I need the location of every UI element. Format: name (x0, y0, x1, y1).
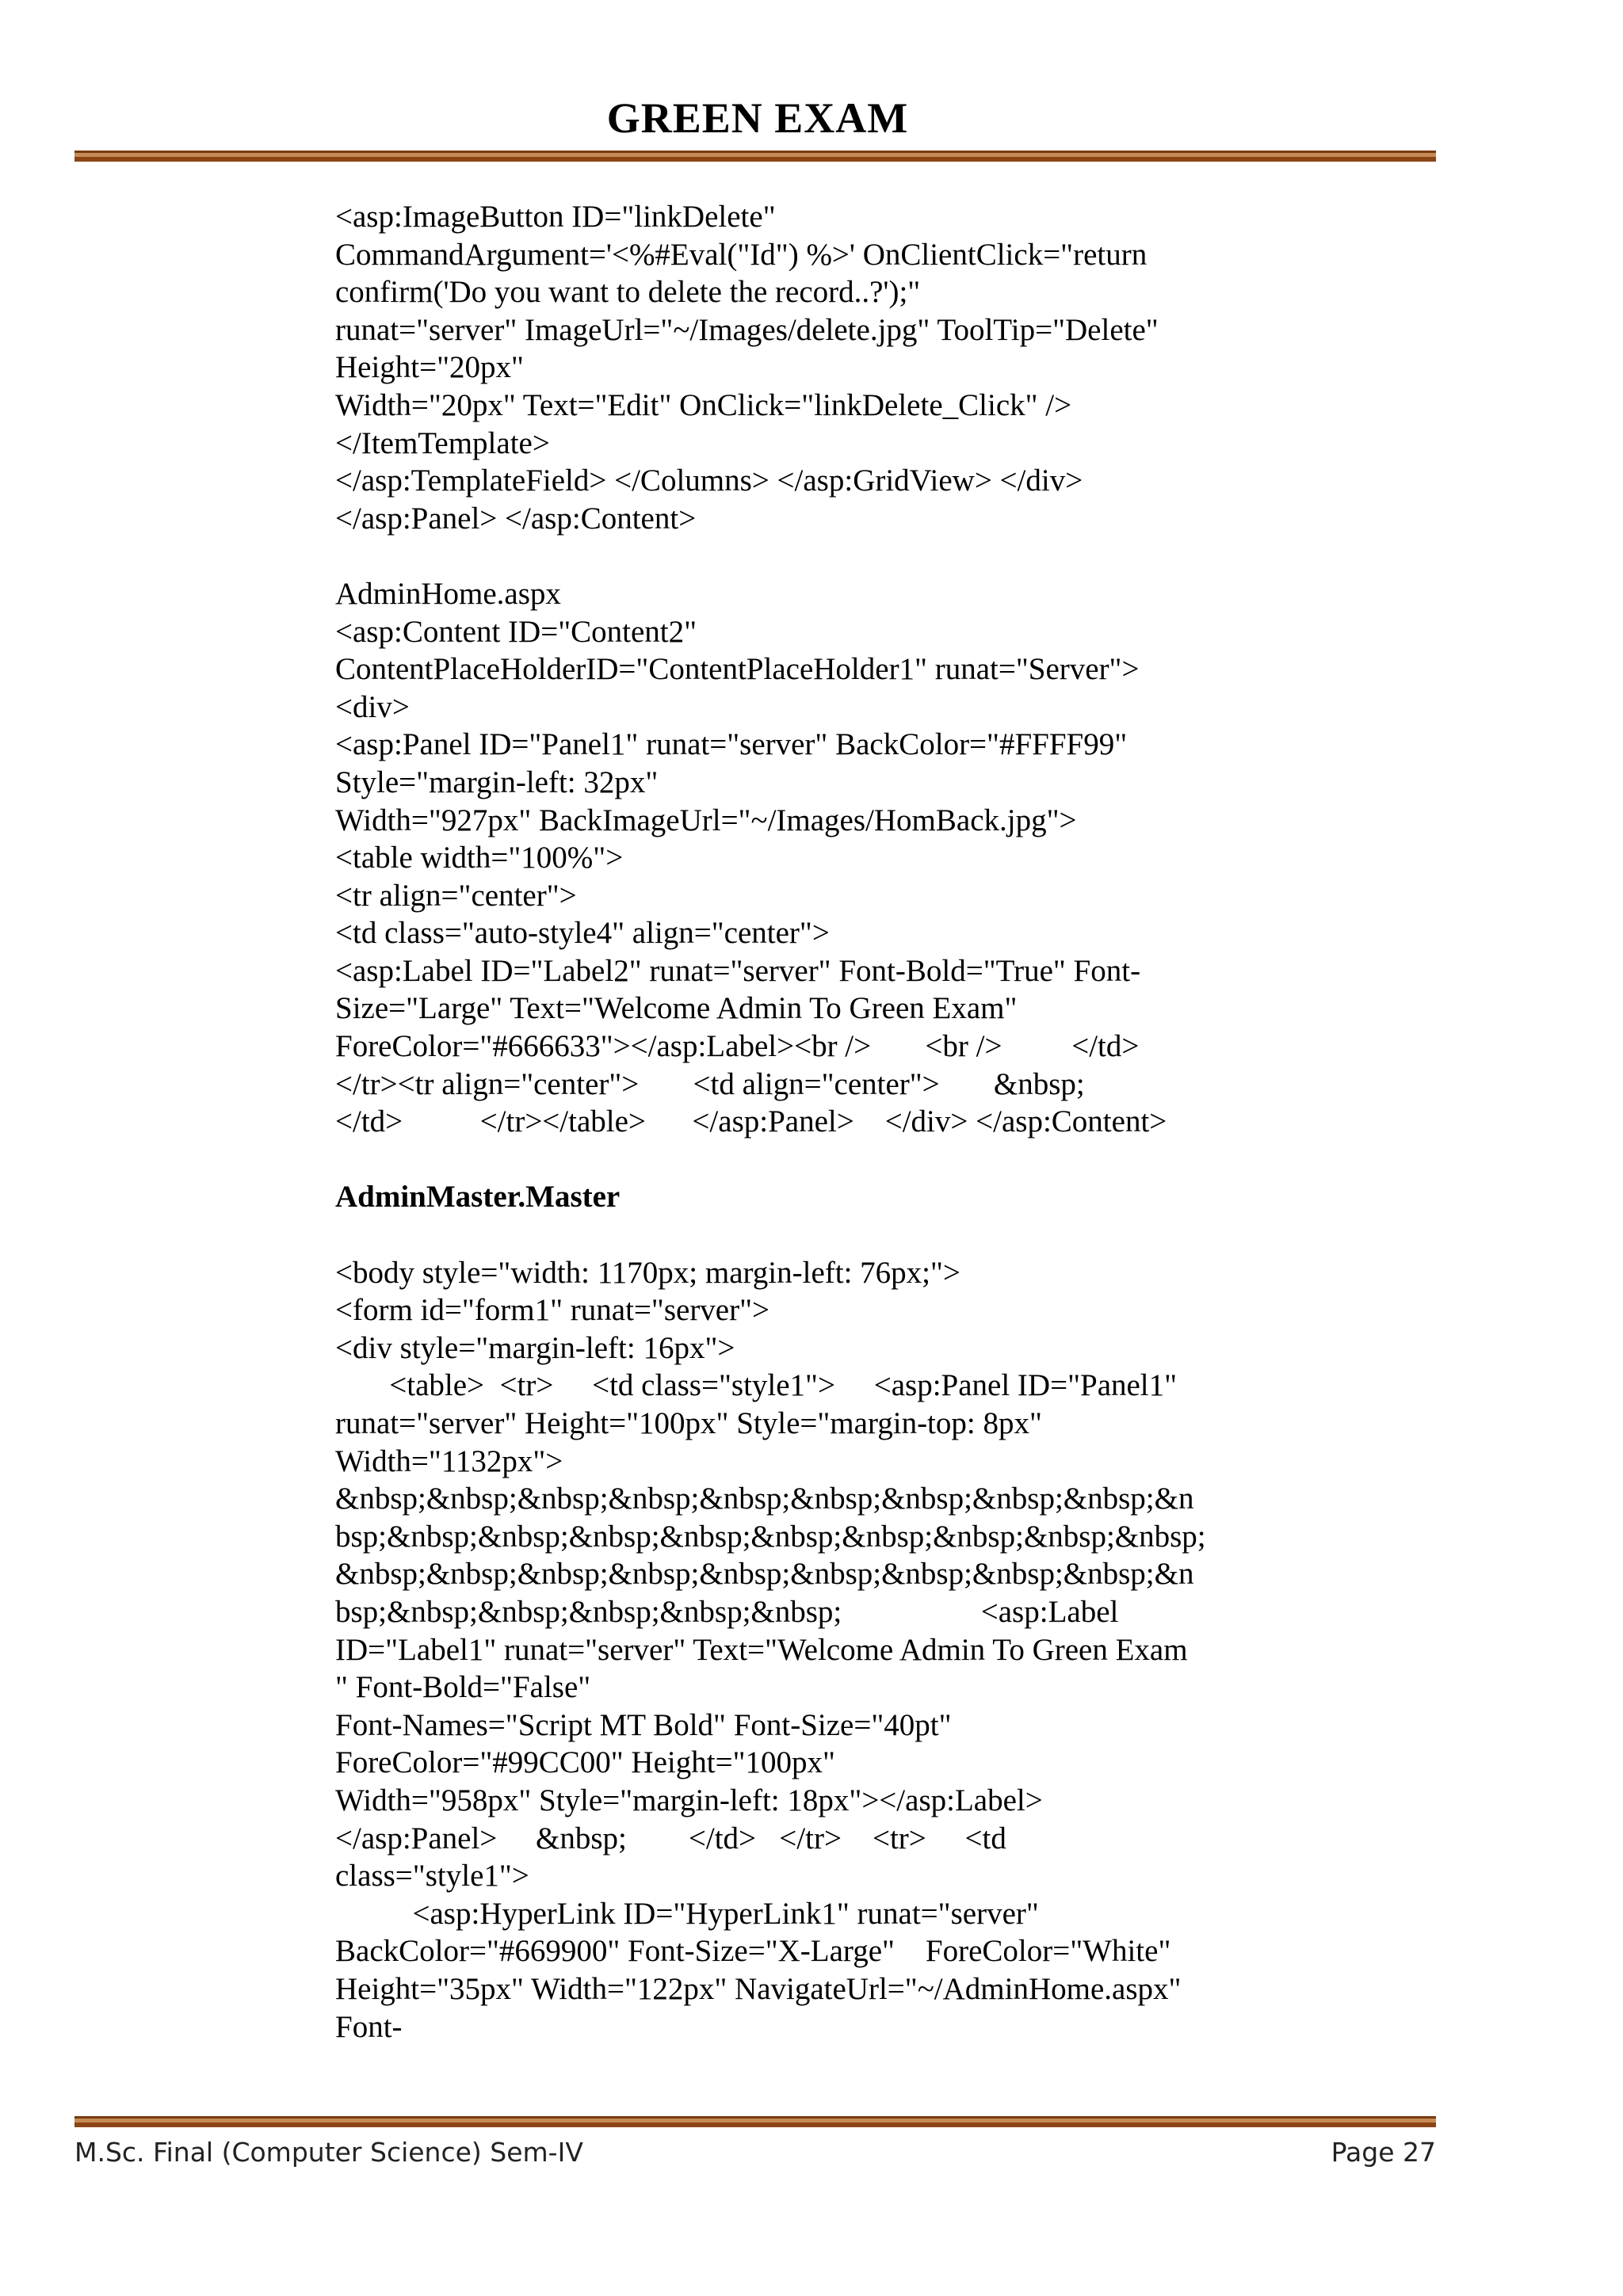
footer-divider (74, 2116, 1436, 2127)
code-line: CommandArgument='<%#Eval("Id") %>' OnClientClick="return (335, 237, 1148, 272)
code-line: Height="35px" Width="122px" NavigateUrl="~/AdminHome.aspx" (335, 1971, 1182, 2006)
code-line: </asp:Panel> </asp:Content> (335, 501, 697, 536)
code-line: runat="server" Height="100px" Style="margin-top: 8px" (335, 1406, 1042, 1440)
code-line: &nbsp;&nbsp;&nbsp;&nbsp;&nbsp;&nbsp;&nbsp;&nbsp;&nbsp;&n (335, 1557, 1194, 1592)
code-line: bsp;&nbsp;&nbsp;&nbsp;&nbsp;&nbsp; <asp:Label (335, 1594, 1119, 1629)
code-line: Width="1132px"> (335, 1444, 563, 1478)
code-line: confirm('Do you want to delete the record..?');" (335, 275, 921, 310)
code-line: </asp:TemplateField> </Columns> </asp:GridView> </div> (335, 463, 1083, 498)
code-line (335, 1141, 1310, 1179)
code-line (335, 1216, 1310, 1254)
code-line: <asp:HyperLink ID="HyperLink1" runat="server" (335, 1896, 1039, 1931)
code-line: Size="Large" Text="Welcome Admin To Green Exam" (335, 991, 1018, 1026)
code-line: </asp:Panel> &nbsp; </td> </tr> <tr> <td (335, 1821, 1006, 1855)
code-line: bsp;&nbsp;&nbsp;&nbsp;&nbsp;&nbsp;&nbsp;&nbsp;&nbsp;&nbsp; (335, 1519, 1206, 1554)
code-line: ID="Label1" runat="server" Text="Welcome Admin To Green Exam (335, 1632, 1188, 1667)
code-line: <asp:Content ID="Content2" (335, 614, 697, 649)
code-line: </ItemTemplate> (335, 425, 550, 460)
code-line: Font- (335, 2009, 403, 2044)
code-line: <div> (335, 689, 410, 724)
code-line: ForeColor="#666633"></asp:Label><br /> <br /> </td> (335, 1029, 1140, 1064)
code-line: <table width="100%"> (335, 841, 624, 875)
code-line: <td class="auto-style4" align="center"> (335, 916, 830, 951)
section-heading: AdminMaster.Master (335, 1180, 621, 1215)
code-line: <tr align="center"> (335, 878, 577, 913)
code-line: Width="20px" Text="Edit" OnClick="linkDelete_Click" /> (335, 387, 1072, 422)
code-line: Font-Names="Script MT Bold" Font-Size="40pt" (335, 1707, 952, 1742)
code-line: Width="958px" Style="margin-left: 18px"></asp:Label> (335, 1783, 1043, 1817)
code-line: runat="server" ImageUrl="~/Images/delete.jpg" ToolTip="Delete" (335, 312, 1159, 347)
code-line: Width="927px" BackImageUrl="~/Images/HomBack.jpg"> (335, 803, 1077, 837)
code-line: &nbsp;&nbsp;&nbsp;&nbsp;&nbsp;&nbsp;&nbsp;&nbsp;&nbsp;&n (335, 1482, 1194, 1516)
code-line: " Font-Bold="False" (335, 1670, 591, 1705)
code-line (335, 537, 1310, 575)
header-divider (74, 151, 1436, 162)
footer-page-number: Page 27 (1331, 2137, 1436, 2168)
code-line: Style="margin-left: 32px" (335, 765, 659, 799)
code-line: </td> </tr></table> </asp:Panel> </div> </asp:Content> (335, 1104, 1167, 1139)
code-line: AdminHome.aspx (335, 576, 561, 611)
code-line: <div style="margin-left: 16px"> (335, 1330, 735, 1365)
document-body (335, 198, 1310, 2046)
footer-course-label: M.Sc. Final (Computer Science) Sem-IV (74, 2137, 583, 2168)
code-line: BackColor="#669900" Font-Size="X-Large" ForeColor="White" (335, 1934, 1171, 1969)
code-line: Height="20px" (335, 350, 524, 385)
code-line: ContentPlaceHolderID="ContentPlaceHolder1" runat="Server"> (335, 652, 1140, 687)
code-line: <asp:Panel ID="Panel1" runat="server" BackColor="#FFFF99" (335, 727, 1128, 762)
page-header-title: GREEN EXAM (606, 94, 909, 142)
code-line: <body style="width: 1170px; margin-left: 76px;"> (335, 1255, 960, 1290)
code-line: class="style1"> (335, 1859, 529, 1894)
code-line: <form id="form1" runat="server"> (335, 1293, 770, 1328)
code-line: ForeColor="#99CC00" Height="100px" (335, 1745, 835, 1780)
code-line: <asp:ImageButton ID="linkDelete" (335, 200, 776, 234)
code-line: <asp:Label ID="Label2" runat="server" Font-Bold="True" Font- (335, 953, 1141, 988)
code-line: <table> <tr> <td class="style1"> <asp:Panel ID="Panel1" (335, 1368, 1178, 1403)
code-line: </tr><tr align="center"> <td align="center"> &nbsp; (335, 1066, 1085, 1101)
